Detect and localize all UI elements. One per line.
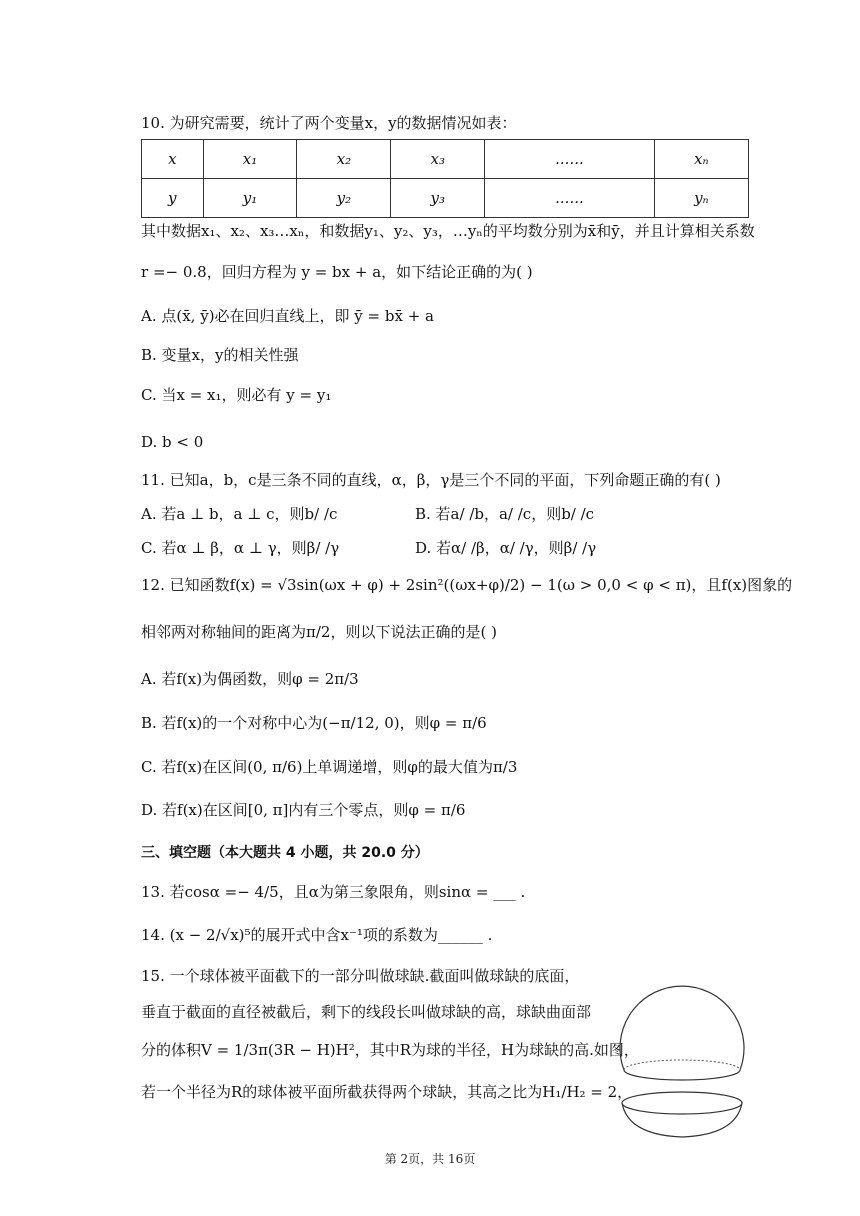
q11-stem: 11. 已知a，b，c是三条不同的直线，α，β，γ是三个不同的平面，下列命题正确的有( ) <box>141 471 721 489</box>
q15-line3: 分的体积V = 1/3π(3R − H)H²，其中R为球的半径，H为球缺的高.如图， <box>141 1041 639 1059</box>
section-heading: 三、填空题（本大题共 4 小题，共 20.0 分） <box>141 845 429 861</box>
q12-option-a: A. 若f(x)为偶函数，则φ = 2π/3 <box>141 670 359 688</box>
table-cell: yₙ <box>654 179 748 218</box>
sphere-cap-figure <box>612 965 752 1145</box>
table-cell: xₙ <box>654 140 748 179</box>
q12-line2: 相邻两对称轴间的距离为π/2，则以下说法正确的是( ) <box>141 623 497 641</box>
page-footer: 第 2页，共 16页 <box>384 1152 476 1166</box>
table-cell: x <box>142 140 204 179</box>
upper-cap-base-back <box>624 1060 740 1070</box>
q10-option-c: C. 当x = x₁，则必有 y = y₁ <box>141 386 332 404</box>
q10-data-table <box>141 139 749 218</box>
q11-option-a: A. 若a ⊥ b，a ⊥ c，则b/ /c <box>141 505 338 523</box>
q12-option-d: D. 若f(x)在区间[0, π]内有三个零点，则φ = π/6 <box>141 801 466 819</box>
q12-option-c: C. 若f(x)在区间(0, π/6)上单调递增，则φ的最大值为π/3 <box>141 758 518 776</box>
q10-option-d: D. b < 0 <box>141 433 204 451</box>
q10-line3: r =− 0.8，回归方程为 y = bx + a，如下结论正确的为( ) <box>141 263 533 281</box>
q13-stem: 13. 若cosα =− 4/5，且α为第三象限角，则sinα = ___ . <box>141 883 526 901</box>
lower-cap-bowl <box>622 1103 742 1137</box>
table-cell: ...... <box>485 179 655 218</box>
q15-line2: 垂直于截面的直径被截后，剩下的线段长叫做球缺的高，球缺曲面部 <box>141 1003 592 1021</box>
q11-option-b: B. 若a/ /b，a/ /c，则b/ /c <box>415 505 595 523</box>
table-cell: ...... <box>485 140 655 179</box>
table-cell: y₂ <box>297 179 391 218</box>
table-cell: x₂ <box>297 140 391 179</box>
table-cell: x₁ <box>203 140 297 179</box>
table-cell: y₃ <box>391 179 485 218</box>
q10-option-a: A. 点(x̄, ȳ)必在回归直线上，即 ȳ = bx̄ + a <box>141 307 434 325</box>
table-cell: y₁ <box>203 179 297 218</box>
q10-option-b: B. 变量x，y的相关性强 <box>141 346 299 364</box>
q10-stem: 10. 为研究需要，统计了两个变量x，y的数据情况如表： <box>141 114 517 132</box>
table-cell: y <box>142 179 204 218</box>
q10-line2: 其中数据x₁、x₂、x₃…xₙ，和数据y₁、y₂、y₃，…yₙ的平均数分别为x̄和ȳ，并且计算相关系数 <box>141 222 755 240</box>
q14-stem: 14. (x − 2/√x)⁵的展开式中含x⁻¹项的系数为______ . <box>141 926 493 944</box>
q11-option-d: D. 若α/ /β，α/ /γ，则β/ /γ <box>415 539 597 557</box>
q12-stem: 12. 已知函数f(x) = √3sin(ωx + φ) + 2sin²((ωx+φ)/2) − 1(ω > 0,0 < φ < π)，且f(x)图象的 <box>141 576 793 594</box>
table-row <box>142 140 749 179</box>
q11-option-c: C. 若α ⊥ β，α ⊥ γ，则β/ /γ <box>141 539 340 557</box>
q15-line4: 若一个半径为R的球体被平面所截获得两个球缺，其高之比为H₁/H₂ = 2， <box>141 1083 633 1101</box>
table-row <box>142 179 749 218</box>
upper-cap-base-front <box>624 1070 740 1080</box>
upper-cap-arc <box>620 986 744 1070</box>
table-cell: x₃ <box>391 140 485 179</box>
q15-line1: 15. 一个球体被平面截下的一部分叫做球缺.截面叫做球缺的底面， <box>141 967 580 985</box>
lower-cap-rim <box>622 1092 742 1114</box>
q12-option-b: B. 若f(x)的一个对称中心为(−π/12, 0)，则φ = π/6 <box>141 714 487 732</box>
